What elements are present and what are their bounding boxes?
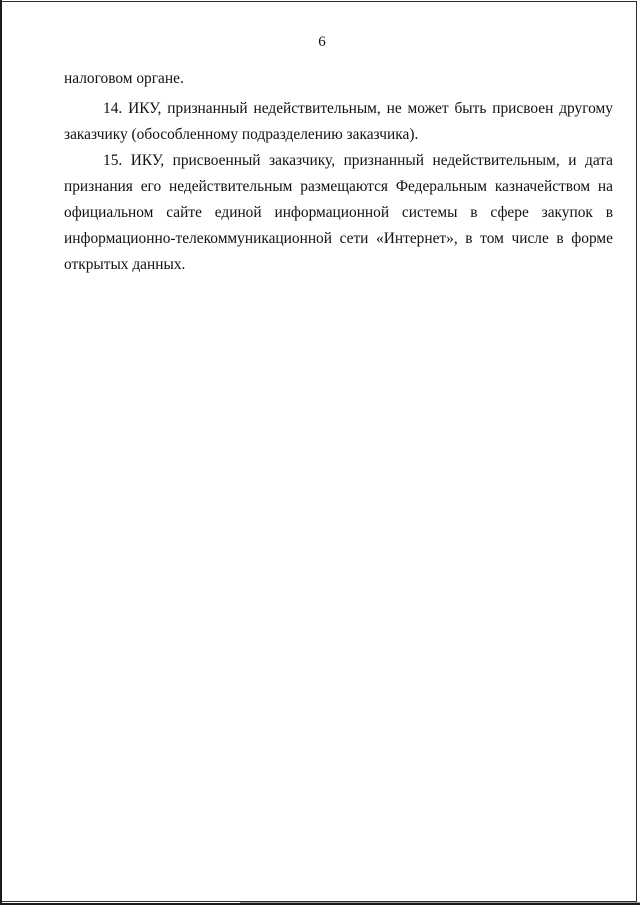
paragraph-line: информационно-телекоммуникационной сети «Интернет», в том числе в форме bbox=[64, 230, 613, 247]
paragraph-15 bbox=[64, 151, 613, 281]
page-number: 6 bbox=[318, 34, 326, 50]
paragraph-line: заказчику (обособленному подразделению заказчика). bbox=[64, 126, 419, 143]
scan-bottom-shadow bbox=[240, 902, 640, 903]
paragraph-line: 15. ИКУ, присвоенный заказчику, признанный недействительным, и дата bbox=[103, 152, 613, 169]
paragraph-14 bbox=[64, 99, 613, 151]
paragraph-line: 14. ИКУ, признанный недействительным, не может быть присвоен другому bbox=[103, 100, 613, 117]
paragraph-line: признания его недействительным размещаются Федеральным казначейством на bbox=[64, 178, 613, 195]
paragraph-line: налоговом органе. bbox=[64, 70, 184, 87]
paragraph-line: открытых данных. bbox=[64, 256, 186, 273]
paragraph-continuation bbox=[64, 69, 613, 95]
paragraph-line: официальном сайте единой информационной системы в сфере закупок в bbox=[64, 204, 613, 221]
document-page bbox=[1, 1, 637, 902]
